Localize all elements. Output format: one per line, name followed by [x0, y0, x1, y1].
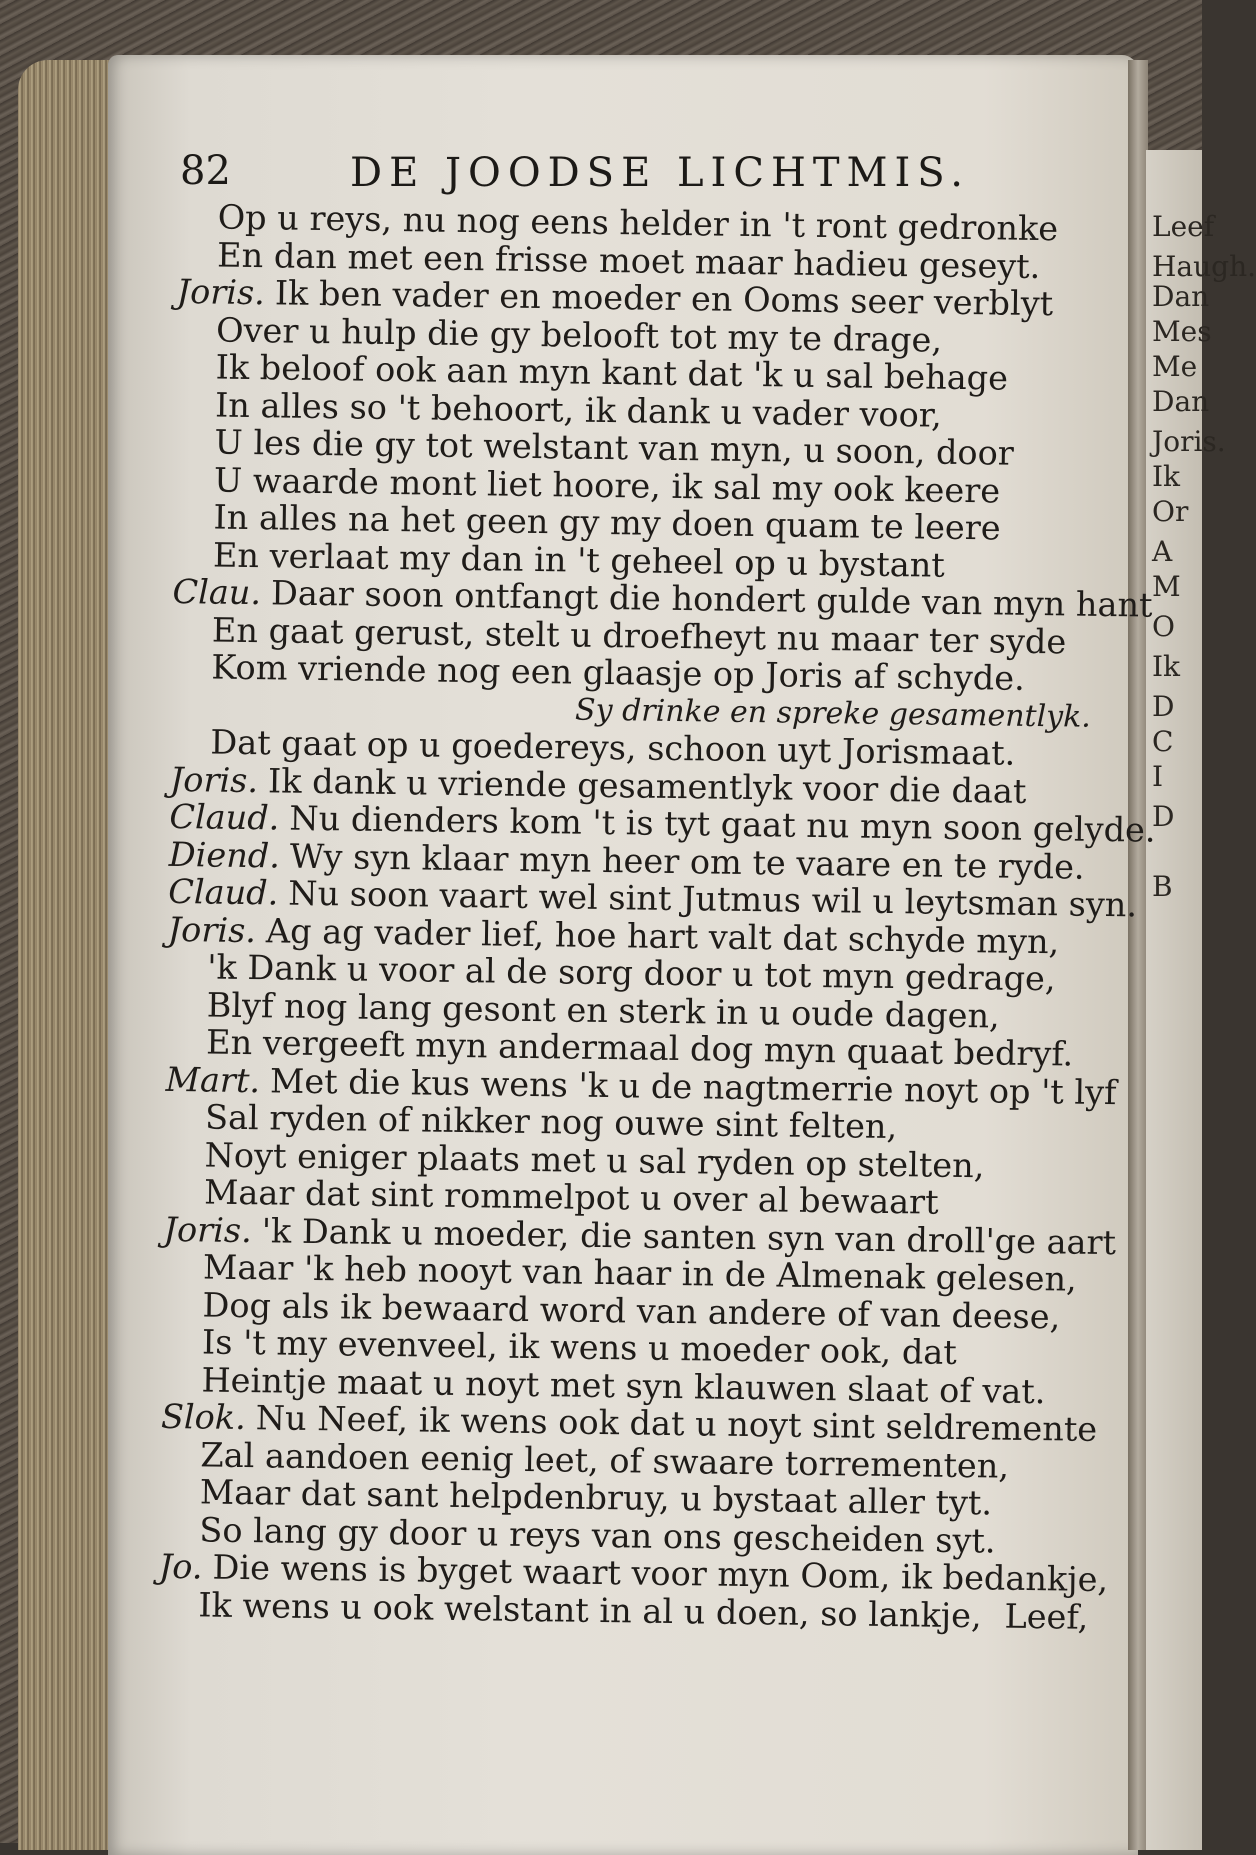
verse-text: Dog als ik bewaard word van andere of van deese,	[202, 1284, 1061, 1336]
facing-page-text: M	[1152, 570, 1181, 603]
stage-direction-text: Sy drinke en spreke gesamentlyk.	[574, 692, 1092, 735]
facing-page-text: D	[1152, 690, 1175, 723]
running-title: DE JOODSE LICHTMIS.	[350, 150, 970, 196]
speaker-name: Slok.	[160, 1396, 247, 1438]
verse-text: Daar soon ontfangt die hondert gulde van myn hant	[270, 573, 1153, 625]
verse-text: Kom vriende nog een glaasje op Joris af schyde.	[211, 647, 1026, 698]
verse-text: Ik ben vader en moeder en Ooms seer verblyt	[274, 273, 1054, 324]
verse-text: U les die gy tot welstant van myn, u soon, door	[214, 422, 1015, 473]
verse-text: Die wens is byget waart voor myn Oom, ik bedankje,	[212, 1547, 1109, 1600]
facing-page-text: Ik	[1152, 460, 1181, 493]
verse-text: Dat gaat op u goedereys, schoon uyt Jorismaat.	[210, 722, 1016, 773]
verse-text: Is 't my evenveel, ik wens u moeder ook, dat	[201, 1322, 958, 1372]
verse-text: Maar dat sant helpdenbruy, u bystaat aller tyt.	[199, 1472, 993, 1523]
verse-text: Ik dank u vriende gesamentlyk voor die daat	[267, 760, 1027, 811]
verse-text: So lang gy door u reys van ons gescheiden syt.	[199, 1509, 996, 1561]
verse-text: En vergeeft myn andermaal dog myn quaat bedryf.	[205, 1022, 1074, 1074]
verse-text: Ik beloof ook aan myn kant dat 'k u sal behage	[215, 347, 1009, 398]
verse-text: Ik wens u ook welstant in al u doen, so lankje,	[198, 1584, 982, 1635]
verse-text: Over u hulp die gy belooft tot my te drage,	[215, 310, 943, 360]
catchword: Leef,	[1004, 1596, 1089, 1637]
verse-text: Zal aandoen eenig leet, of swaare torrementen,	[200, 1434, 1010, 1486]
verse-text: Met die kus wens 'k u de nagtmerrie noyt op 't lyf	[269, 1060, 1117, 1112]
speaker-name: Jo.	[158, 1546, 203, 1587]
verse-text: 'k Dank u moeder, die santen syn van droll'ge aart	[261, 1210, 1117, 1262]
verse-text: En gaat gerust, stelt u droefheyt nu maar ter syde	[211, 610, 1067, 661]
speaker-name: Mart.	[165, 1059, 261, 1100]
verse-text: Sal ryden of nikker nog ouwe sint felten,	[204, 1097, 898, 1147]
facing-page-text: C	[1152, 725, 1174, 758]
facing-page-fragment	[1146, 150, 1256, 1850]
facing-page-text: Mes	[1152, 315, 1212, 348]
verse-text: 'k Dank u voor al de sorg door u tot myn gedrage,	[206, 947, 1056, 999]
speaker-name: Diend.	[168, 834, 281, 875]
facing-page-text: Me	[1152, 350, 1198, 383]
speaker-name: Clau.	[172, 571, 262, 613]
speaker-name: Joris.	[176, 271, 266, 313]
verse-text: En verlaat my dan in 't geheel op u bystant	[212, 535, 946, 585]
verse-text: Heintje maat u noyt met syn klauwen slaat of vat.	[201, 1359, 1046, 1411]
facing-page-text: Dan	[1152, 385, 1210, 418]
page-number: 82	[180, 148, 231, 194]
verse-text: In alles so 't behoort, ik dank u vader voor,	[214, 385, 943, 435]
verse-text: Nu soon vaart wel sint Jutmus wil u leytsman syn.	[288, 873, 1138, 925]
book-gutter	[1128, 60, 1148, 1850]
facing-page-text: Haugh.	[1152, 250, 1256, 283]
facing-page-text: Or	[1152, 495, 1189, 528]
verse-text: Op u reys, nu nog eens helder in 't ront gedronke	[217, 197, 1059, 249]
verse-text: Wy syn klaar myn heer om te vaare en te ryde.	[289, 836, 1085, 887]
facing-page-text: Joris.	[1152, 425, 1226, 458]
verse-text: Ag ag vader lief, hoe hart valt dat schyde myn,	[265, 910, 1060, 961]
verse-text: Blyf nog lang gesont en sterk in u oude dagen,	[206, 984, 1000, 1036]
facing-page-text: B	[1152, 870, 1173, 903]
verse-text: U waarde mont liet hoore, ik sal my ook keere	[213, 460, 1001, 511]
facing-page-text: Leef	[1152, 210, 1215, 243]
facing-page-text: I	[1152, 760, 1164, 793]
verse-text: In alles na het geen gy my doen quam te leere	[213, 497, 1001, 548]
play-text	[158, 197, 1156, 1637]
verse-text: Nu dienders kom 't is tyt gaat nu myn soon gelyde.	[289, 798, 1156, 850]
speaker-name: Joris.	[169, 759, 259, 800]
verse-text: Noyt eniger plaats met u sal ryden op stelten,	[204, 1134, 985, 1185]
facing-page-text: D	[1152, 800, 1175, 833]
verse-text: En dan met een frisse moet maar hadieu geseyt.	[216, 235, 1041, 286]
facing-page-text: Ik	[1152, 650, 1181, 683]
facing-page-text: A	[1152, 535, 1173, 568]
speaker-name: Joris.	[163, 1209, 253, 1250]
speaker-name: Claud.	[168, 871, 279, 913]
verse-text: Nu Neef, ik wens ook dat u noyt sint seldremente	[255, 1398, 1098, 1449]
speaker-name: Claud.	[169, 796, 280, 838]
speaker-name: Joris.	[167, 909, 257, 950]
facing-page-text: O	[1152, 610, 1175, 643]
verse-text: Maar 'k heb nooyt van haar in de Almenak gelesen,	[202, 1247, 1077, 1299]
facing-page-text: Dan	[1152, 280, 1210, 313]
verse-text: Maar dat sint rommelpot u over al bewaart	[203, 1172, 939, 1222]
